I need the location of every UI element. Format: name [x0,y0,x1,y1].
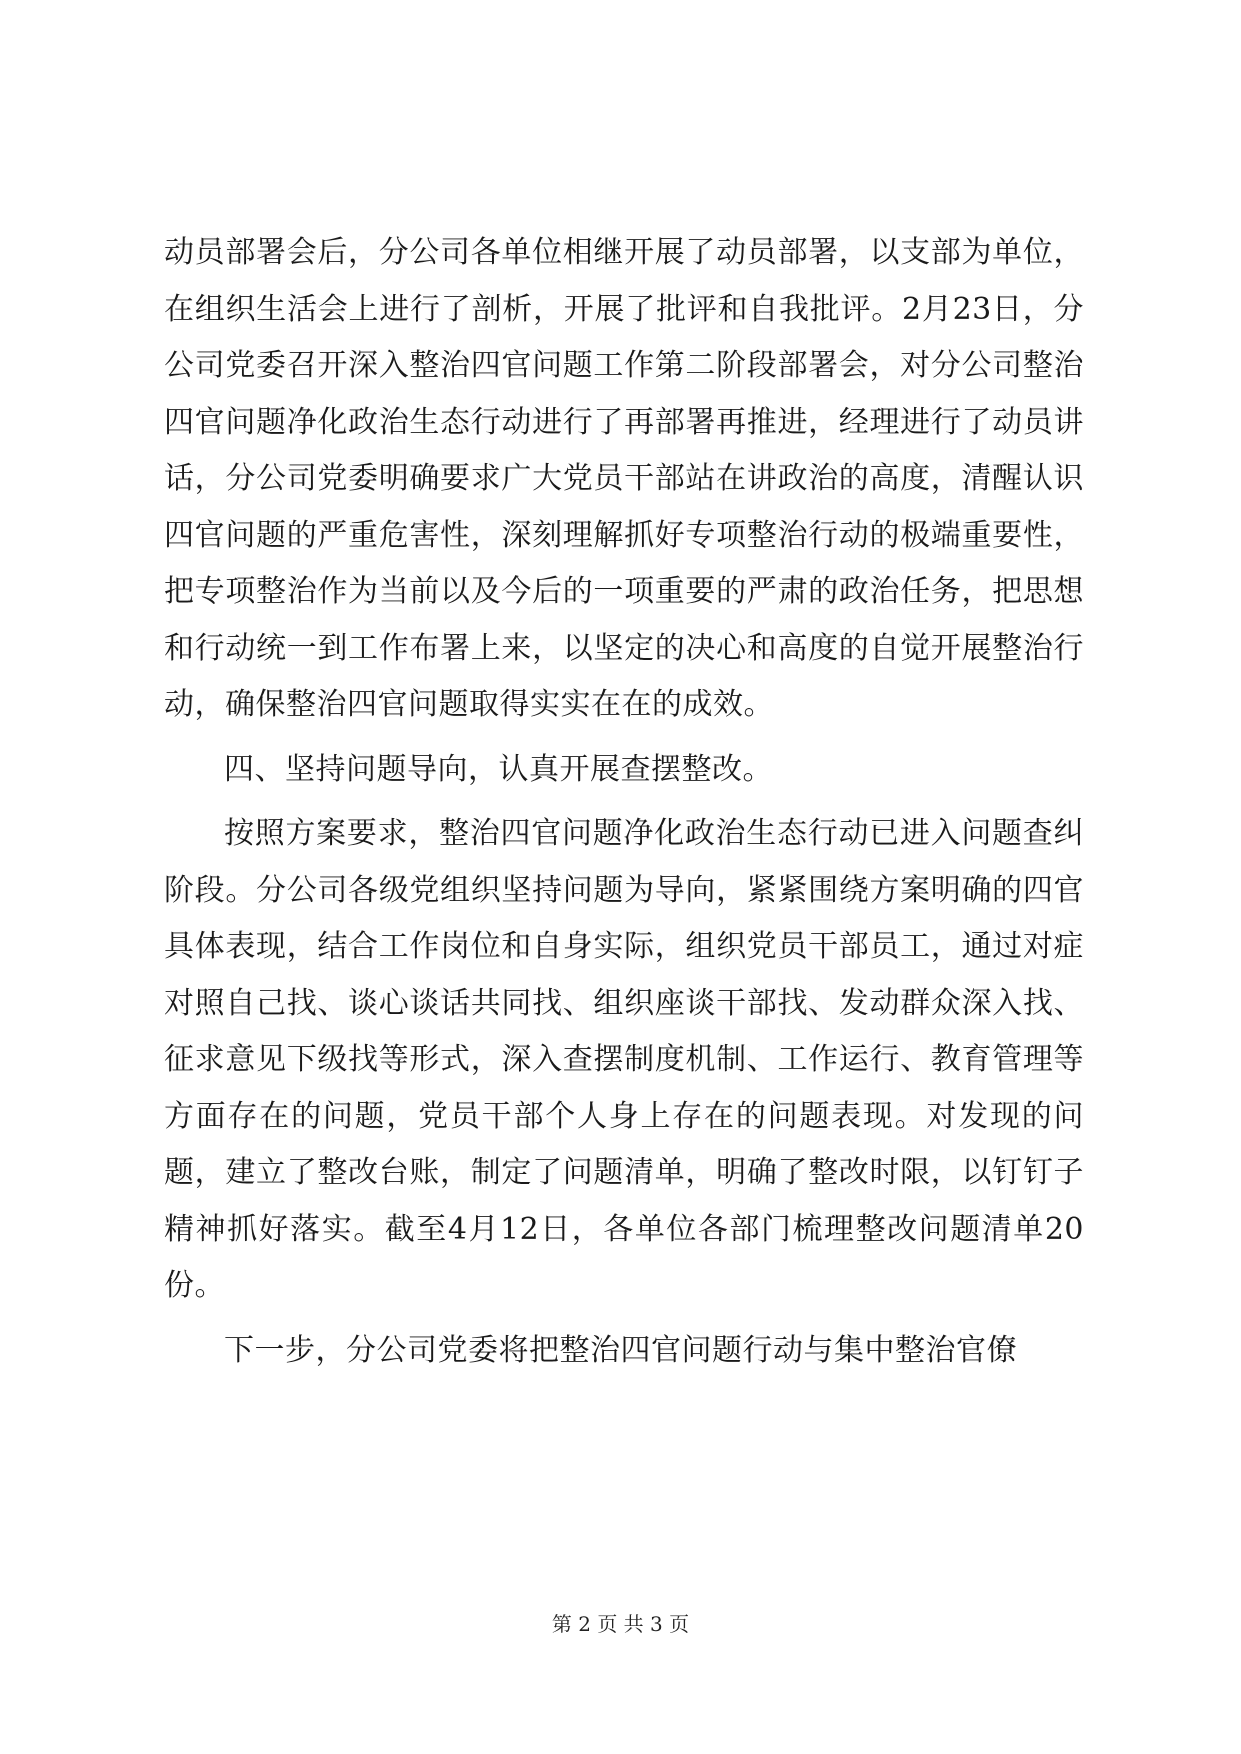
document-body [164,225,1084,1379]
paragraph-mobilization: 动员部署会后，分公司各单位相继开展了动员部署，以支部为单位，在组织生活会上进行了剖析，开展了批评和自我批评。2月23日，分公司党委召开深入整治四官问题工作第二阶段部署会，对分公司整治四官问题净化政治生态行动进行了再部署再推进，经理进行了动员讲话，分公司党委明确要求广大党员干部站在讲政治的高度，清醒认识四官问题的严重危害性，深刻理解抓好专项整治行动的极端重要性，把专项整治作为当前以及今后的一项重要的严肃的政治任务，把思想和行动统一到工作布署上来，以坚定的决心和高度的自觉开展整治行动，确保整治四官问题取得实实在在的成效。 [164,235,1084,722]
section-heading-four: 四、坚持问题导向，认真开展查摆整改。 [224,751,773,787]
paragraph-rectification: 按照方案要求，整治四官问题净化政治生态行动已进入问题查纠阶段。分公司各级党组织坚持问题为导向，紧紧围绕方案明确的四官具体表现，结合工作岗位和自身实际，组织党员干部员工，通过对症对照自己找、谈心谈话共同找、组织座谈干部找、发动群众深入找、征求意见下级找等形式，深入查摆制度机制、工作运行、教育管理等方面存在的问题，党员干部个人身上存在的问题表现。对发现的问题，建立了整改台账，制定了问题清单，明确了整改时限，以钉钉子精神抓好落实。截至4月12日，各单位各部门梳理整改问题清单20份。 [164,816,1084,1303]
paragraph-next-step: 下一步，分公司党委将把整治四官问题行动与集中整治官僚 [224,1332,1017,1368]
page-number-footer: 第 2 页 共 3 页 [551,1612,690,1636]
